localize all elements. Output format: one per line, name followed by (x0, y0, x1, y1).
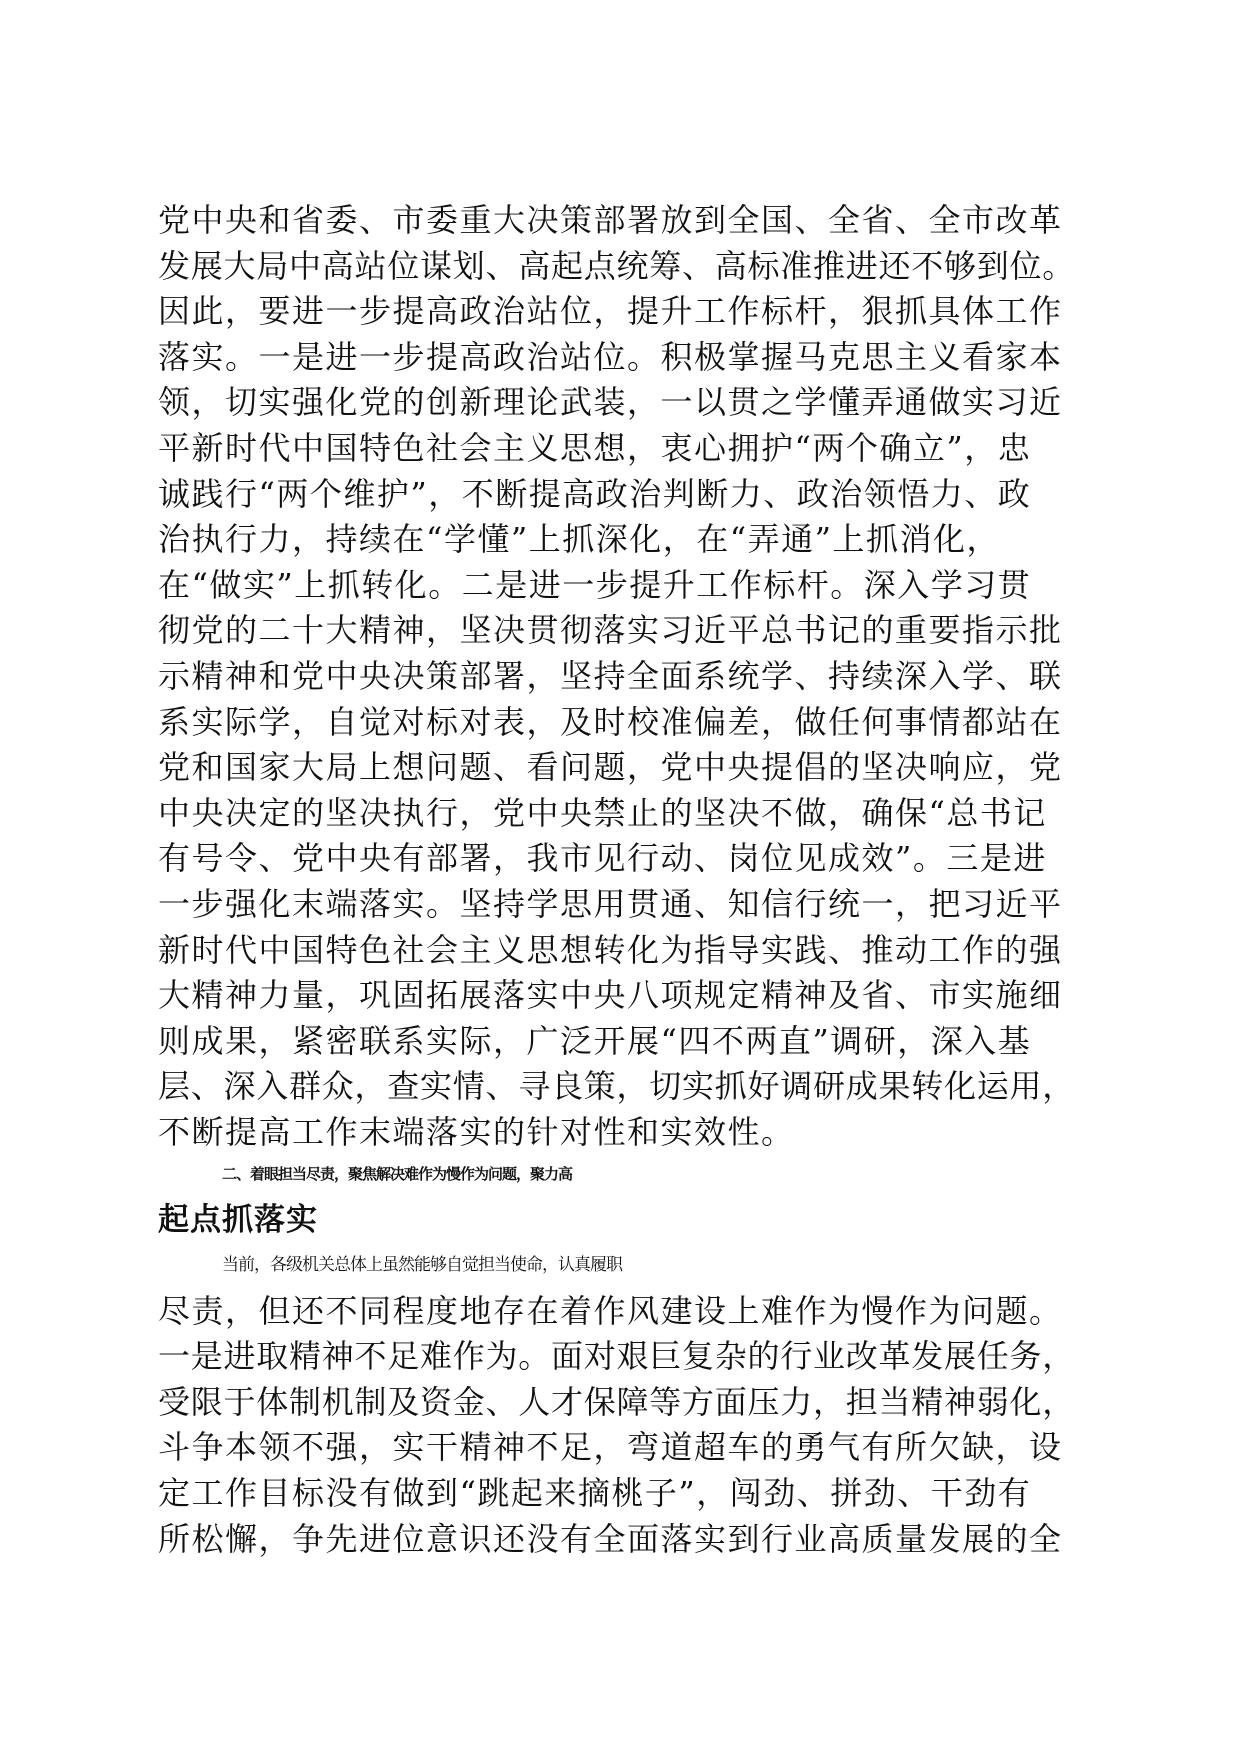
text-line: 层、深入群众，查实情、寻良策，切实抓好调研成果转化运用， (158, 1067, 1076, 1106)
text-line: 中央决定的坚决执行，党中央禁止的坚决不做，确保“总书记 (158, 793, 1047, 832)
body-paragraph (158, 1243, 1078, 1562)
text-line: 大精神力量，巩固拓展落实中央八项规定精神及省、市实施细 (158, 976, 1063, 1015)
text-line: 则成果，紧密联系实际，广泛开展“四不两直”调研，深入基 (158, 1021, 1032, 1060)
text-line: 党和国家大局上想问题、看问题，党中央提倡的坚决响应，党 (158, 748, 1063, 787)
text-line: 当前，各级机关总体上虽然能够自觉担当使命，认真履职 (222, 1255, 622, 1275)
text-line: 彻党的二十大精神，坚决贯彻落实习近平总书记的重要指示批 (158, 611, 1063, 650)
text-line: 发展大局中高站位谋划、高起点统筹、高标准推进还不够到位。 (158, 246, 1076, 285)
body-paragraph (158, 198, 1078, 1155)
text-line: 在“做实”上抓转化。二是进一步提升工作标杆。深入学习贯 (158, 565, 1032, 604)
text-line: 有号令、党中央有部署，我市见行动、岗位见成效”。三是进 (158, 839, 1047, 878)
text-line: 因此，要进一步提高政治站位，提升工作标杆，狠抓具体工作 (158, 292, 1063, 331)
text-line: 平新时代中国特色社会主义思想，衷心拥护“两个确立”，忠 (158, 428, 1032, 467)
heading-line: 起点抓落实 (158, 1201, 318, 1238)
text-line: 党中央和省委、市委重大决策部署放到全国、全省、全市改革 (158, 201, 1063, 239)
text-line: 受限于体制机制及资金、人才保障等方面压力，担当精神弱化， (158, 1382, 1076, 1421)
text-line: 尽责，但还不同程度地存在着作风建设上难作为慢作为问题。 (158, 1291, 1063, 1330)
text-line: 斗争本领不强，实干精神不足，弯道超车的勇气有所欠缺，设 (158, 1428, 1063, 1467)
text-line: 诚践行“两个维护”，不断提高政治判断力、政治领悟力、政 (158, 474, 1032, 513)
text-line: 治执行力，持续在“学懂”上抓深化，在“弄通”上抓消化， (158, 520, 1000, 559)
text-line: 示精神和党中央决策部署，坚持全面系统学、持续深入学、联 (158, 656, 1063, 695)
text-line: 领，切实强化党的创新理论武装，一以贯之学懂弄通做实习近 (158, 383, 1063, 422)
section-heading (158, 1152, 1078, 1243)
text-line: 系实际学，自觉对标对表，及时校准偏差，做任何事情都站在 (158, 702, 1063, 741)
text-line: 所松懈，争先进位意识还没有全面落实到行业高质量发展的全 (158, 1519, 1063, 1558)
text-line: 一是进取精神不足难作为。面对艰巨复杂的行业改革发展任务， (158, 1337, 1076, 1376)
text-line: 定工作目标没有做到“跳起来摘桃子”，闯劲、拼劲、干劲有 (158, 1473, 1032, 1512)
text-line: 落实。一是进一步提高政治站位。积极掌握马克思主义看家本 (158, 337, 1063, 376)
text-line: 新时代中国特色社会主义思想转化为指导实践、推动工作的强 (158, 930, 1063, 969)
heading-line: 二、着眼担当尽责，聚焦解决难作为慢作为问题，聚力高 (222, 1165, 573, 1183)
text-line: 一步强化末端落实。坚持学思用贯通、知信行统一，把习近平 (158, 884, 1063, 923)
text-line: 不断提高工作末端落实的针对性和实效性。 (158, 1112, 795, 1151)
